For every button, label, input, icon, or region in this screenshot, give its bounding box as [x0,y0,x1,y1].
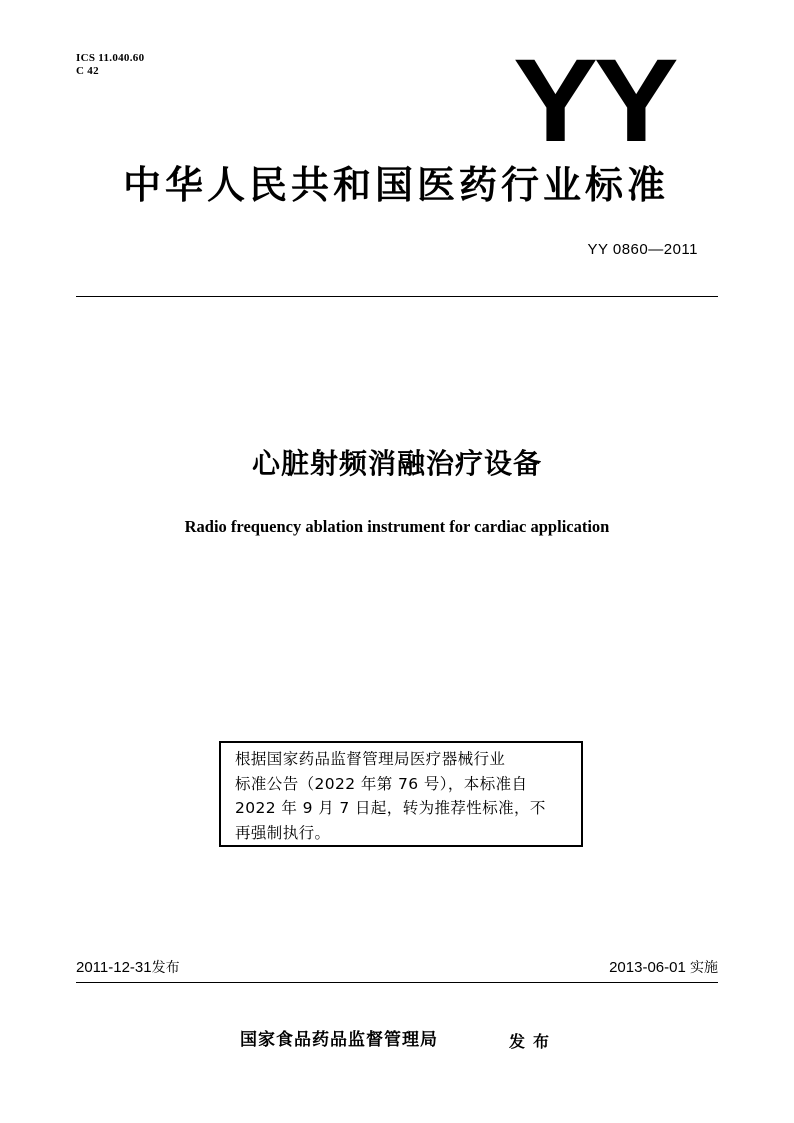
header-divider [76,296,718,297]
implementation-label: 实施 [690,960,718,976]
notice-text: 根据国家药品监督管理局医疗器械行业 标准公告（2022 年第 76 号），本标准自 2022 年 9 月 7 日起，转为推荐性标准，不 再强制执行。 [235,750,546,842]
document-title-en: Radio frequency ablation instrument for cardiac application [184,517,610,536]
issue-action: 发布 [509,1032,558,1051]
ccs-code: C 42 [76,65,99,77]
footer-divider [76,982,718,983]
document-title-cn: 心脏射频消融治疗设备 [251,447,542,480]
issue-date-block [76,958,180,978]
standard-mark-logo: YY [512,35,674,167]
ics-code: ICS 11.040.60 [76,52,145,64]
issue-label: 发布 [151,960,180,976]
standard-number: YY 0860—2011 [587,241,698,258]
standard-category-title: 中华人民共和国医药行业标准 [122,163,669,207]
notice-box [219,741,583,847]
issue-date: 2011-12-31 [76,959,152,976]
implementation-date-block [609,958,718,978]
issuing-authority: 国家食品药品监督管理局 [240,1030,438,1050]
implementation-date: 2013-06-01 [609,959,686,976]
classification-codes [76,52,144,78]
